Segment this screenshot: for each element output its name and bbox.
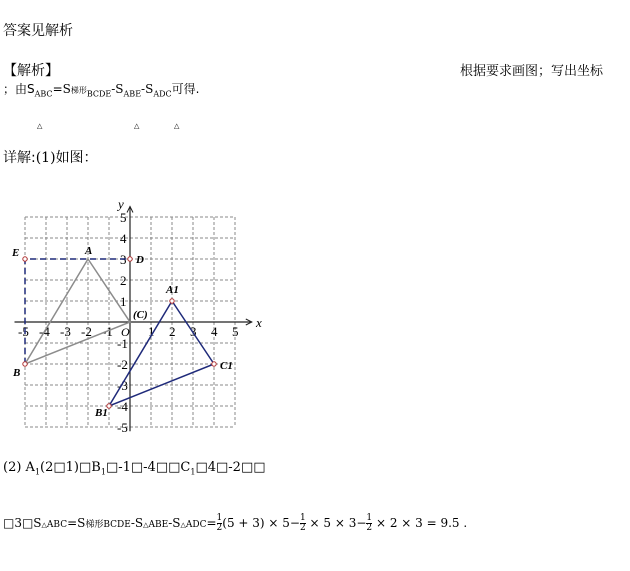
analysis-formula <box>3 80 199 98</box>
x-tick-label: -4 <box>39 324 50 339</box>
part2-a-coords: (2□1)□B <box>40 460 101 475</box>
point-e <box>23 257 27 261</box>
formula-sub-adc: ADC <box>153 89 172 99</box>
part3-t1: (5 + 3) × 5− <box>222 516 300 530</box>
part2-b-coords: □-1□-4□□C <box>105 460 191 475</box>
part2-c-coords: □4□-2□□ <box>195 460 266 475</box>
fraction-3-num: 1 <box>366 513 373 523</box>
detail-label: 详解: <box>3 150 36 166</box>
y-tick-label: -3 <box>117 378 128 393</box>
y-tick-label: -5 <box>117 420 128 432</box>
formula-suffix: 可得. <box>171 82 200 96</box>
origin-label: O <box>121 325 130 339</box>
part3-line <box>3 514 467 533</box>
formula-sub-bcde: BCDE <box>86 89 112 99</box>
part3-trap: 梯形 <box>85 520 104 530</box>
figure-caption: 如图： <box>55 150 98 166</box>
part2-a-sub: 1 <box>34 467 41 477</box>
formula-trap: 梯形 <box>70 86 87 95</box>
triangle-mark-3: △ <box>174 122 180 130</box>
x-tick-label: -5 <box>18 324 29 339</box>
fraction-3-den: 2 <box>366 523 373 533</box>
y-axis-label: y <box>118 196 124 212</box>
part3-s-adc: ADC <box>185 520 207 530</box>
label-e: E <box>12 247 20 259</box>
part3-t3: × 2 × 3 = 9.5 . <box>372 516 468 530</box>
part2-line <box>3 460 266 477</box>
y-tick-label: -2 <box>117 357 128 372</box>
fraction-2-num: 1 <box>299 513 306 523</box>
y-tick-label: 3 <box>120 252 127 267</box>
point-d <box>128 257 132 261</box>
label-a: A <box>85 245 93 257</box>
x-tick-label: -3 <box>60 324 71 339</box>
part3-s-abc: ABC <box>46 520 68 530</box>
part3-t2: × 5 × 3− <box>305 516 367 530</box>
label-d: D <box>136 254 144 266</box>
part3-m1: -S <box>130 516 144 530</box>
label-b1: B1 <box>95 407 108 419</box>
detail-part1: (1) <box>35 150 56 166</box>
analysis-right-text: 根据要求画图；写出坐标 <box>460 64 604 79</box>
part3-eq: =S <box>67 516 86 530</box>
x-tick-label: 1 <box>148 324 155 339</box>
x-axis-label: x <box>256 315 262 330</box>
part2-c-sub: 1 <box>190 467 196 477</box>
formula-minus2: -S <box>141 82 154 96</box>
triangle-mark-2: △ <box>134 122 140 130</box>
y-tick-label: 2 <box>120 273 127 288</box>
part3-s-abe: ABE <box>148 520 169 530</box>
x-tick-label: 3 <box>190 324 197 339</box>
part3-tri-3: △ <box>180 521 186 529</box>
y-tick-label: -4 <box>117 399 128 414</box>
point-b <box>23 362 27 366</box>
coordinate-graph <box>0 192 270 432</box>
x-tick-label: 4 <box>211 324 218 339</box>
point-a1 <box>170 299 174 303</box>
triangle-mark-1: △ <box>37 122 43 130</box>
part3-tri-2: △ <box>143 521 149 529</box>
triangle-abc <box>25 259 130 364</box>
y-tick-label: -1 <box>117 336 128 351</box>
part2-prefix: (2) A <box>3 460 35 475</box>
x-tick-label: 2 <box>169 324 176 339</box>
y-tick-label: 1 <box>120 294 127 309</box>
label-b: B <box>13 367 21 379</box>
formula-sub-abe: ABE <box>123 89 142 99</box>
formula-minus1: -S <box>111 82 124 96</box>
x-tick-label: 5 <box>232 324 239 339</box>
answer-note: 答案见解析 <box>3 23 73 39</box>
fraction-1-den: 2 <box>216 523 223 533</box>
point-c1 <box>212 362 216 366</box>
part3-prefix: □3□S <box>3 516 42 530</box>
y-tick-label: 4 <box>120 231 127 246</box>
label-c: (C) <box>133 309 148 321</box>
formula-prefix: ；由S <box>3 82 35 96</box>
y-tick-label: 5 <box>120 210 127 225</box>
label-a1: A1 <box>166 284 179 296</box>
part3-eq2: = <box>206 516 217 530</box>
trapezoid-dashed-edges <box>25 259 130 364</box>
part3-m2: -S <box>168 516 181 530</box>
formula-eq: =S <box>52 82 71 96</box>
analysis-label: 【解析】 <box>3 63 59 79</box>
fraction-2-den: 2 <box>299 523 306 533</box>
fraction-1-num: 1 <box>216 513 223 523</box>
x-tick-label: -2 <box>81 324 92 339</box>
formula-sub-abc: ABC <box>34 89 53 99</box>
label-c1: C1 <box>220 360 233 372</box>
x-tick-label: -1 <box>102 324 113 339</box>
part3-tri-1: △ <box>41 521 47 529</box>
detail-line <box>3 147 98 167</box>
part3-trap-sub: BCDE <box>103 520 131 530</box>
part2-b-sub: 1 <box>100 467 106 477</box>
